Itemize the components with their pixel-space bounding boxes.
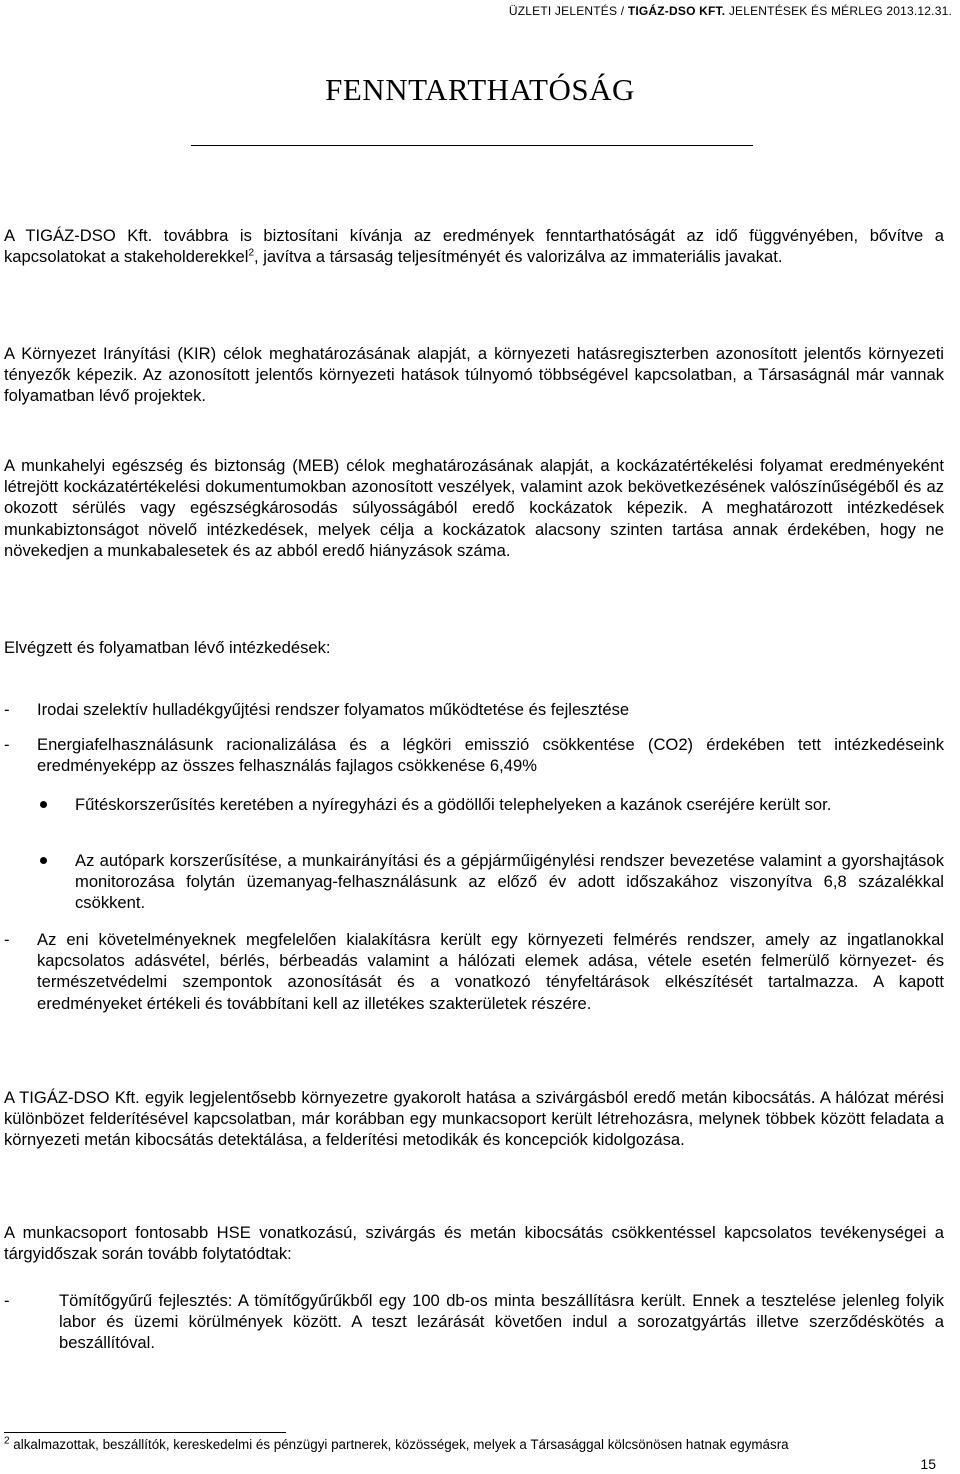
methane-paragraph: A TIGÁZ-DSO Kft. egyik legjelentősebb környezetre gyakorolt hatása a szivárgásból eredő metán kibocsátás. A hálózat mérési különbözet felderítésével kapcsolatban, már korábban egy munkacsoport került létrehozásra, melynek többek között feladata a környezeti metán kibocsátás detektálása, a felderítési metodikák és koncepciók kidolgozása. xyxy=(4,1088,944,1150)
hse-item xyxy=(4,1290,944,1354)
page-title: FENNTARTHATÓSÁG xyxy=(325,72,635,107)
measure-text: Az eni követelményeknek megfelelően kialakításra került egy környezeti felmérés rendszer, amely az ingatlanokkal kapcsolatos adásvétel, bérlés, bérbeadás valamint a hálózati elemek adása, vétele esetén felmerülő környezet- és természetvédelmi szempontok azonosítását és a vonatkozó tényfeltárások elkészítését tartalmazza. A kapott eredményeket értékeli és továbbítani kell az illetékes szakterületek részére. xyxy=(37,930,944,1013)
header-suffix: JELENTÉSEK ÉS MÉRLEG 2013.12.31. xyxy=(725,4,952,18)
bullet-item xyxy=(40,794,944,815)
bullet-text: Az autópark korszerűsítése, a munkairányítási és a gépjárműigénylési rendszer bevezetése valamint a gyorshajtások monitorozása folytán üzemanyag-felhasználásunk az előző év adott időszakához viszonyítva 6,8 százalékkal csökkent. xyxy=(75,851,944,913)
footnote-text: alkalmazottak, beszállítók, kereskedelmi és pénzügyi partnerek, közösségek, melyek a Társasággal kölcsönösen hatnak egymásra xyxy=(9,1437,789,1452)
bullet-dot-icon xyxy=(40,801,47,808)
dash-marker: - xyxy=(4,1291,10,1310)
footnote-separator xyxy=(4,1432,286,1433)
bullet-dot-icon xyxy=(40,857,47,864)
measure-item xyxy=(4,699,944,720)
kir-paragraph: A Környezet Irányítási (KIR) célok meghatározásának alapját, a környezeti hatásregiszterben azonosított jelentős környezeti tényezők képezik. Az azonosított jelentős környezeti hatások túlnyomó többségével kapcsolatban, a Társaságnál már vannak folyamatban lévő projektek. xyxy=(4,344,944,406)
measure-text: Irodai szelektív hulladékgyűjtési rendszer folyamatos működtetése és fejlesztése xyxy=(37,700,630,719)
header-company: TIGÁZ-DSO KFT. xyxy=(627,4,726,18)
footnote-reference: 2 xyxy=(248,247,255,259)
intro-text-1: A TIGÁZ-DSO Kft. továbbra is biztosítani kívánja az eredmények fenntarthatóságát az idő függvényében, bővítve a kapcsolatokat a stakeholderekkel xyxy=(4,226,944,267)
meb-paragraph: A munkahelyi egészség és biztonság (MEB) célok meghatározásának alapját, a kockázatértékelési folyamat eredményeként létrejött kockázatértékelési dokumentumokban azonosított veszélyek, valamint azok bekövetkezésének valószínűségéből és az okozott sérülés vagy egészségkárosodás súlyosságából eredő kockázatok képezik. A meghatározott intézkedések munkabiztonságot növelő intézkedések, melyek célja a kockázatok alacsony szinten tartása annak érdekében, hogy ne növekedjen a munkabalesetek és az abból eredő hiányzások száma. xyxy=(4,456,944,560)
running-header xyxy=(509,4,952,18)
measure-item xyxy=(4,929,944,1014)
footnote xyxy=(4,1437,944,1452)
title-underline xyxy=(191,145,753,146)
footnote-number: 2 xyxy=(4,1435,10,1447)
measure-item xyxy=(4,734,944,776)
bullet-item xyxy=(40,850,944,914)
dash-marker: - xyxy=(4,700,10,719)
header-prefix: ÜZLETI JELENTÉS / xyxy=(508,4,628,18)
hse-item-text: Tömítőgyűrű fejlesztés: A tömítőgyűrűkből egy 100 db-os minta beszállításra került. Ennek a tesztelése jelenleg folyik labor és üzemi körülmények között. A teszt lezárását követően indul a sorozatgyártás illetve szerződéskötés a beszállítóval. xyxy=(59,1291,944,1353)
measures-heading: Elvégzett és folyamatban lévő intézkedések: xyxy=(4,638,331,657)
intro-text-2: , javítva a társaság teljesítményét és valorizálva az immateriális javakat. xyxy=(254,247,783,267)
measure-text: Energiafelhasználásunk racionalizálása és a légköri emisszió csökkentése (CO2) érdekében tett intézkedéseink eredményeképp az összes felhasználás fajlagos csökkenése 6,49% xyxy=(37,735,944,776)
dash-marker: - xyxy=(4,735,10,754)
dash-marker: - xyxy=(4,930,10,949)
bullet-text: Fűtéskorszerűsítés keretében a nyíregyházi és a gödöllői telephelyeken a kazánok cseréjére került sor. xyxy=(75,795,832,814)
page-number: 15 xyxy=(920,1456,936,1472)
intro-paragraph xyxy=(4,225,944,267)
hse-paragraph: A munkacsoport fontosabb HSE vonatkozású, szivárgás és metán kibocsátás csökkentéssel kapcsolatos tevékenységei a tárgyidőszak során tovább folytatódtak: xyxy=(4,1223,944,1264)
